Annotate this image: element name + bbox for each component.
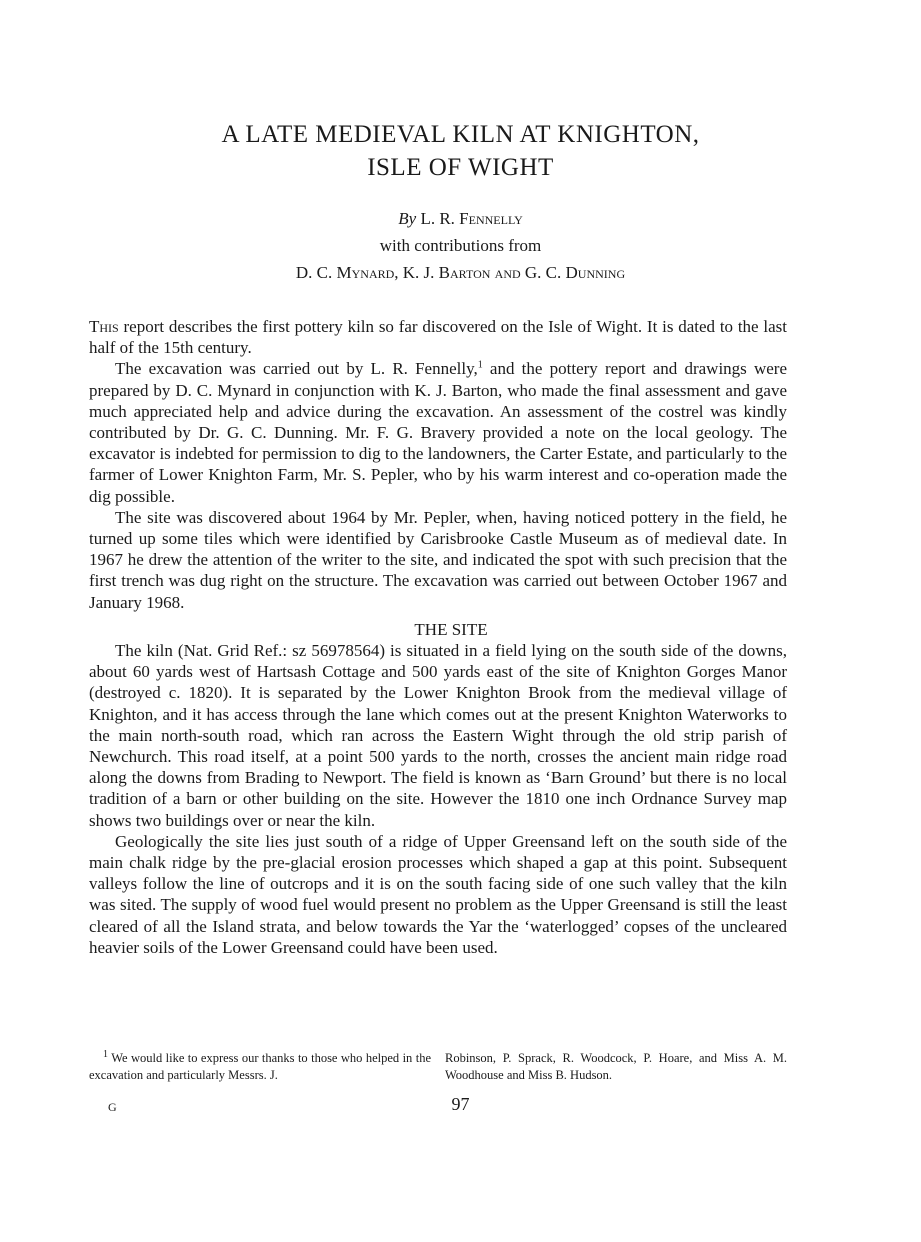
page-number: 97 <box>451 1094 470 1114</box>
paragraph-2-text-a: The excavation was carried out by L. R. Fennelly, <box>115 359 478 379</box>
paragraph-2 <box>89 358 787 506</box>
by-label: By <box>398 209 417 228</box>
footnote-right-column: Robinson, P. Sprack, R. Woodcock, P. Hoare, and Miss A. M. Woodhouse and Miss B. Hudson. <box>445 1051 787 1082</box>
contributions-intro: with contributions from <box>379 236 542 255</box>
paragraph-5: Geologically the site lies just south of a ridge of Upper Greensand left on the south side of the main chalk ridge by the pre-glacial erosion processes which shaped a gap at this point. Subsequent valleys follow the line of outcrops and it is on the south facing side of one such valley that the kiln was sited. The supply of wood fuel would present no problem as the Upper Greensand is still the least cleared of all the Island strata, and below towards the Yar the ‘waterlogged’ copses of the uncleared heavier soils of the Lower Greensand could have been used. <box>89 831 787 957</box>
title-line-2: ISLE OF WIGHT <box>367 154 554 181</box>
title-line-1: A LATE MEDIEVAL KILN AT KNIGHTON, <box>221 121 700 148</box>
signature-mark: G <box>108 1100 117 1114</box>
footnote-marker: 1 <box>103 1048 108 1060</box>
footnote-reference: 1 <box>477 359 483 371</box>
paragraph-3: The site was discovered about 1964 by Mr. Pepler, when, having noticed pottery in the field, he turned up some tiles which were identified by Carisbrooke Castle Museum as of medieval date. In 1967 he drew the attention of the writer to the site, and indicated the spot with such precision that the first trench was dug right on the structure. The excavation was carried out between October 1967 and January 1968. <box>89 507 787 612</box>
paragraph-1 <box>89 316 787 358</box>
article-title <box>0 118 921 184</box>
footnote-left-column <box>89 1050 431 1084</box>
author-line <box>0 205 921 232</box>
paragraph-1-text: report describes the first pottery kiln so far discovered on the Isle of Wight. It is dated to the last half of the 15th century. <box>89 317 787 358</box>
contributors: D. C. Mynard, K. J. Barton and G. C. Dunning <box>295 263 626 282</box>
section-heading-site: THE SITE <box>414 619 488 639</box>
paragraph-4: The kiln (Nat. Grid Ref.: sz 56978564) is situated in a field lying on the south side of the downs, about 60 yards west of Hartsash Cottage and 500 yards east of the site of Knighton Gorges Manor (destroyed c. 1820). It is separated by the Lower Knighton Brook from the medieval village of Knighton, and it has access through the lane which comes out at the present Knighton Waterworks to the main north-south road, which ran across the Eastern Wight through the old strip parish of Newchurch. This road itself, at a point 500 yards to the north, crosses the ancient main ridge road along the downs from Brading to Newport. The field is known as ‘Barn Ground’ but there is no local tradition of a barn or other building on the site. However the 1810 one inch Ordnance Survey map shows two buildings over or near the kiln. <box>89 641 787 830</box>
paragraph-1-lead: This <box>89 317 119 336</box>
paragraph-2-text-b: and the pottery report and drawings were prepared by D. C. Mynard in conjunction with K. J. Barton, who made the final assessment and gave much appreciated help and advice during the excavation. An assessment of the costrel was kindly contributed by Dr. G. C. Dunning. Mr. F. G. Bravery provided a note on the local geology. The excavator is indebted for permission to dig to the landowners, the Carter Estate, and particularly to the farmer of Lower Knighton Farm, Mr. S. Pepler, who by his warm interest and co-operation made the dig possible. <box>89 359 787 506</box>
footnote-left-text: We would like to express our thanks to those who helped in the excavation and particularly Messrs. J. <box>89 1051 431 1082</box>
byline <box>0 205 921 286</box>
footnote <box>89 1050 787 1084</box>
author-name: L. R. Fennelly <box>420 209 523 228</box>
article-body <box>89 316 787 958</box>
